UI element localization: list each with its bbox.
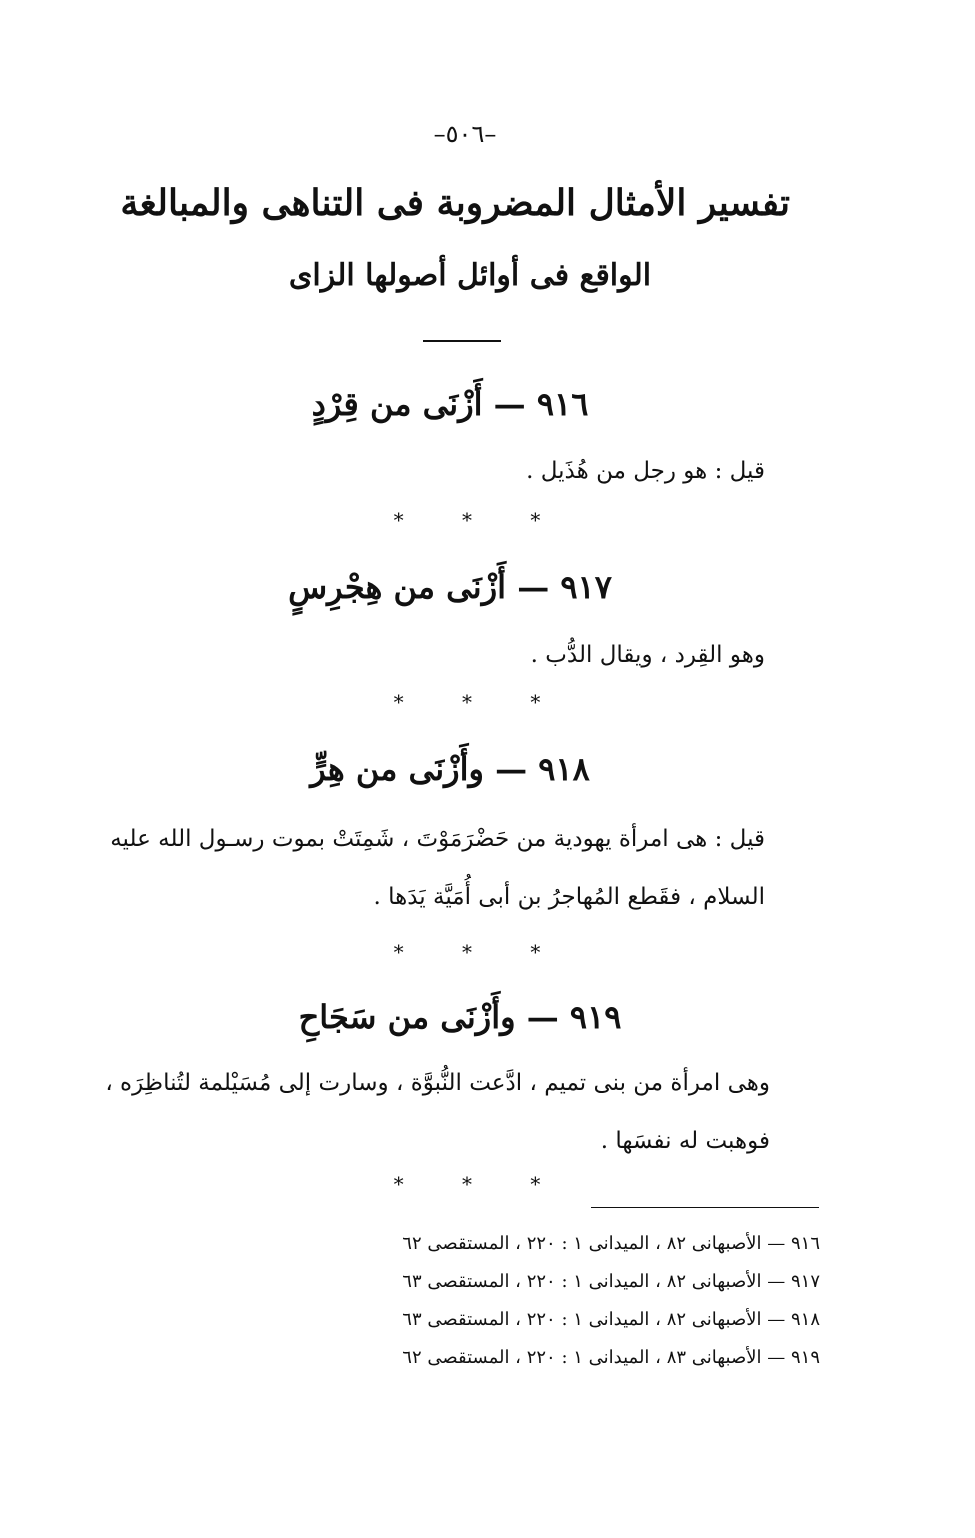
- entry-line: وهى امرأة من بنى تميم ، ادَّعت النُّبوَّة ، وسارت إلى مُسَيْلمة لتُناظِرَه ،: [105, 1070, 770, 1096]
- title-divider: [423, 340, 501, 342]
- entry-heading-917: ٩١٧ — أَزْنَى من هِجْرِسٍ: [288, 568, 612, 606]
- footnote-919: ٩١٩ — الأصبهانى ٨٣ ، الميدانى ١ : ٢٢٠ ، المستقصى ٦٢: [402, 1347, 820, 1368]
- page-subtitle: الواقع فى أوائل أصولها الزاى: [288, 258, 652, 293]
- page-title: تفسير الأمثال المضروبة فى التناهى والمبالغة: [120, 182, 790, 224]
- footnote-916: ٩١٦ — الأصبهانى ٨٢ ، الميدانى ١ : ٢٢٠ ، المستقصى ٦٢: [402, 1233, 820, 1254]
- separator-stars: * * *: [393, 1172, 567, 1196]
- entry-body-916: [110, 442, 765, 500]
- entry-heading-918: ٩١٨ — وأَزْنَى من هِرٍّ: [310, 750, 590, 788]
- entry-line: قيل : هو رجل من هُذَيل .: [526, 458, 765, 484]
- footnotes: [330, 1225, 820, 1377]
- entry-body-919: [100, 1054, 770, 1170]
- footnote-918: ٩١٨ — الأصبهانى ٨٢ ، الميدانى ١ : ٢٢٠ ، المستقصى ٦٣: [402, 1309, 820, 1330]
- separator-stars: * * *: [393, 940, 567, 964]
- entry-line: السلام ، فقَطع المُهاجرُ بن أبى أُمَيَّة يَدَها .: [373, 884, 765, 910]
- separator-stars: * * *: [393, 690, 567, 714]
- entry-line: فوهبت له نفسَها .: [600, 1128, 770, 1154]
- entry-line: وهو القِرد ، ويقال الدُّب .: [530, 642, 765, 668]
- entry-body-918: [110, 810, 765, 926]
- footnote-divider: [591, 1207, 819, 1208]
- entry-body-917: [110, 626, 765, 684]
- entry-line: قيل : هى امرأة يهودية من حَضْرَمَوْتَ ، شَمِتَتْ بموت رسـول الله عليه: [110, 826, 765, 852]
- entry-heading-919: ٩١٩ — وأَزْنَى من سَجَاحِ: [298, 998, 622, 1036]
- footnote-917: ٩١٧ — الأصبهانى ٨٢ ، الميدانى ١ : ٢٢٠ ، المستقصى ٦٣: [402, 1271, 820, 1292]
- entry-heading-916: ٩١٦ — أَزْنَى من قِرْدٍ: [311, 385, 589, 423]
- separator-stars: * * *: [393, 508, 567, 532]
- page-number: –٥٠٦–: [433, 120, 497, 148]
